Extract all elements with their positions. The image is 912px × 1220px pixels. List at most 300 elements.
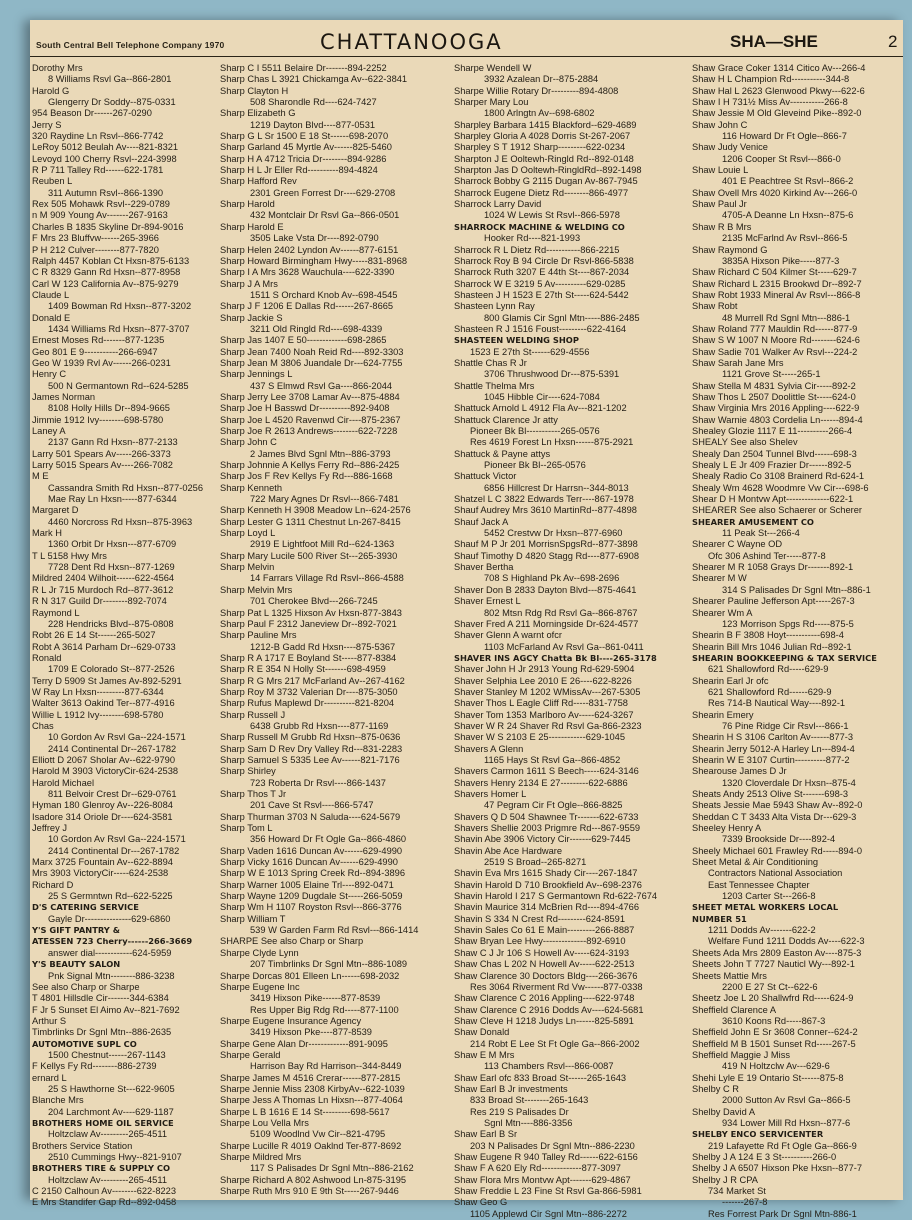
listing-entry: Pioneer Bk Bl--265-0576: [484, 460, 586, 471]
listing-entry: 6438 Grubb Rd Hxsn----877-1169: [250, 720, 389, 731]
listing-entry: 314 S Palisades Dr Sgnl Mtn--886-1: [722, 584, 871, 595]
listing-entry: Elliott D 2067 Sholar Av--622-9790: [32, 754, 175, 765]
page-header: [30, 32, 903, 57]
listing-entry: 3706 Thrushwood Dr---875-5391: [484, 369, 620, 380]
listing-entry: Sharp Jean 7400 Noah Reid Rd----892-3303: [220, 346, 404, 357]
listing-entry: Sharpe Gene Alan Dr-------------891-9095: [220, 1038, 388, 1049]
listing-entry: Sharp Vaden 1616 Duncan Av------629-4990: [220, 845, 403, 856]
listing-entry: Levoyd 100 Cherry Rsvl--224-3998: [32, 153, 177, 164]
listing-entry: Mildred 2404 Wilhoit------622-4564: [32, 573, 175, 584]
listing-entry: Jerry S: [32, 119, 62, 130]
listing-entry: Sheddan C T 3433 Alta Vista Dr---629-3: [692, 811, 857, 822]
listing-entry: Shavin Sales Co 61 E Main---------266-8887: [454, 925, 635, 936]
listing-entry: 47 Pegram Cir Ft Ogle--866-8825: [484, 800, 623, 811]
listing-entry: Sharp Joe R 2613 Andrews--------622-7228: [220, 426, 398, 436]
listing-entry: Shauf Jack A: [454, 516, 509, 527]
listing-entry: Shavin Harold D 710 Brookfield Av--698-2376: [454, 879, 642, 890]
listing-entry: East Tennessee Chapter: [708, 879, 810, 890]
listing-entry: 800 Glamis Cir Sgnl Mtn-----886-2485: [484, 312, 640, 323]
listing-entry: 2919 E Lightfoot Mill Rd--624-1363: [250, 539, 395, 550]
listing-entry: Shaw C J Jr 106 S Howell Av-----624-3193: [454, 947, 629, 958]
listing-entry: Shaw Freddie L 23 Fine St Rsvl Ga-866-5981: [454, 1186, 642, 1197]
listing-entry: Shavin S 334 N Crest Rd---------624-8591: [454, 913, 626, 924]
listing-entry: SHEALY See also Shelev: [692, 437, 798, 448]
listing-entry: Sharp William T: [220, 913, 286, 924]
listing-entry: Res 3064 Riverment Rd Vw------877-0338: [470, 981, 643, 992]
listing-entry: Sharpe Lucille R 4019 Oaklnd Ter-877-8692: [220, 1140, 402, 1151]
listing-entry: 7339 Brookside Dr----892-4: [722, 834, 836, 845]
listing-entry: R N 317 Guild Dr--------892-7074: [32, 596, 167, 607]
listing-entry: Shelby J A 6507 Hixson Pke Hxsn--877-7: [692, 1163, 863, 1174]
listing-entry: 1800 Arlngtn Av--698-6802: [484, 108, 595, 119]
listing-entry: 2301 Green Forrest Dr----629-2708: [250, 187, 396, 198]
listing-entry: n M 909 Young Av-------267-9163: [32, 210, 168, 221]
listing-entry: 25 S Hawthorne St---622-9605: [48, 1083, 175, 1094]
listing-entry: Sharp Vicky 1616 Duncan Av------629-4990: [220, 857, 398, 868]
listing-entry: Shavers Homer L: [454, 789, 527, 799]
listing-entry: Shaw Clarence C 2016 Appling----622-9748: [454, 993, 635, 1004]
listing-entry: BROTHERS HOME OIL SERVICE: [32, 1117, 174, 1128]
listing-entry: Sharp Kenneth H 3908 Meadow Ln--624-2576: [220, 505, 411, 516]
listing-entry: Shearin Bill Mrs 1046 Julian Rd--892-1: [692, 641, 852, 652]
listing-entry: Sharp Clayton H: [220, 85, 289, 96]
listing-entry: T 4801 Hillsdle Cir-------344-6384: [32, 993, 169, 1004]
listing-entry: Sharp Jennings L: [220, 369, 293, 380]
listing-entry: Sharp Wm H 1107 Royston Rsvl---866-3776: [220, 902, 402, 913]
listing-entry: 5452 Crestvw Dr Hxsn--877-6960: [484, 528, 623, 539]
listing-entry: Charles B 1835 Skyline Dr-894-9016: [32, 221, 184, 232]
listing-column-4: [692, 63, 912, 1220]
listing-entry: Sharpe Gerald: [220, 1049, 281, 1060]
listing-entry: Hooker Rd----821-1993: [484, 233, 581, 244]
listing-entry: Isadore 314 Oriole Dr----624-3581: [32, 811, 173, 822]
listing-entry: 1360 Orbit Dr Hxsn---877-6709: [48, 539, 177, 550]
listing-entry: 201 Cave St Rsvl----866-5747: [250, 800, 374, 811]
listing-entry: Sharp R G Mrs 217 McFarland Av--267-4162: [220, 675, 405, 686]
listing-entry: 123 Morrison Spgs Rd-----875-5: [722, 618, 854, 629]
listing-entry: Shaver John H Jr 2913 Young Rd-629-5904: [454, 664, 635, 675]
listing-entry: 708 S Highland Pk Av--698-2696: [484, 573, 620, 584]
listing-entry: Shavin Eva Mrs 1615 Shady Cir----267-1847: [454, 868, 638, 879]
listing-entry: Sharpe James M 4516 Crerar------877-2815: [220, 1072, 401, 1083]
listing-entry: James Norman: [32, 391, 96, 402]
listing-entry: Res Upper Big Rdg Rd-----877-1100: [250, 1004, 399, 1015]
listing-entry: 954 Beason Dr------267-0290: [32, 108, 152, 119]
listing-entry: Sharp R A 1717 E Boyland St-----877-8384: [220, 652, 397, 663]
listing-entry: Shearer Pauline Jefferson Apt-----267-3: [692, 596, 855, 607]
listing-entry: Shealey Glozie 1117 E 11----------266-4: [692, 426, 853, 436]
listing-entry: Sharpley Gloria A 4028 Dorris St-267-2067: [454, 131, 631, 142]
listing-entry: 621 Shallowford Rd-----629-9: [708, 664, 829, 675]
listing-entry: Donald E: [32, 312, 71, 323]
listing-entry: Sheffield Clarence A: [692, 1004, 777, 1015]
listing-entry: Sharp Mary Lucile 500 River St---265-3930: [220, 550, 398, 561]
listing-entry: 1045 Hibble Cir----624-7084: [484, 391, 600, 402]
listing-entry: Res Forrest Park Dr Sgnl Mtn-886-1: [708, 1208, 857, 1219]
listing-entry: Sgnl Mtn----886-3356: [484, 1117, 573, 1128]
listing-entry: Sharrock Eugene Dietz Rd--------866-4977: [454, 187, 629, 198]
listing-entry: Sharpe Jess A Thomas Ln Hixsn---877-4064: [220, 1095, 403, 1106]
listing-entry: Shavin Maurice 314 McBrien Rd----894-4766: [454, 902, 639, 913]
listing-entry: SHEARIN BOOKKEEPING & TAX SERVICE: [692, 652, 877, 663]
listing-entry: Larry 501 Spears Av-----266-3373: [32, 448, 171, 459]
listing-entry: F Jr 5 Sunset El Aimo Av--821-7692: [32, 1004, 180, 1015]
listing-entry: Sharp Roy M 3732 Valerian Dr----875-3050: [220, 686, 398, 697]
listing-entry: Shaver Don B 2833 Dayton Blvd---875-4641: [454, 584, 637, 595]
listing-entry: Shaver Fred A 211 Morningside Dr-624-4577: [454, 618, 639, 629]
listing-entry: Shelby David A: [692, 1106, 756, 1117]
listing-entry: Shaw I H 731½ Miss Av-----------266-8: [692, 97, 848, 108]
listing-entry: answer dial------------624-5959: [48, 947, 172, 958]
listing-entry: Sheffield Maggie J Miss: [692, 1049, 791, 1060]
listing-entry: Shaw Bryan Lee Hwy--------------892-6910: [454, 936, 626, 947]
listing-entry: Sharp H A 4712 Tricia Dr--------894-9286: [220, 153, 387, 164]
listing-entry: Shaver Stanley M 1202 WMissAv---267-5305: [454, 686, 641, 697]
publisher-line: South Central Bell Telephone Company 1970: [36, 40, 225, 50]
listing-entry: Shaw Thos L 2507 Doolittle St-----624-0: [692, 391, 856, 402]
listing-entry: 2 James Blvd Sgnl Mtn--886-3793: [250, 448, 391, 459]
listing-entry: Sheffield John E Sr 3608 Conner--624-2: [692, 1027, 858, 1038]
listing-entry: 116 Howard Dr Ft Ogle--866-7: [722, 131, 847, 142]
listing-entry: Shaw Stella M 4831 Sylvia Cir-----892-2: [692, 380, 856, 391]
listing-entry: Sharp H L Jr Eller Rd----------894-4824: [220, 165, 378, 176]
listing-entry: Sheeley Henry A: [692, 823, 762, 834]
listing-entry: Mae Ray Ln Hxsn-----877-6344: [48, 494, 177, 505]
listing-entry: Sharp C I 5511 Belaire Dr-------894-2252: [220, 63, 387, 73]
listing-entry: Shaw Warnie 4803 Cordelia Ln------894-4: [692, 414, 863, 425]
listing-entry: Sharp Warner 1005 Elaine Trl----892-0471: [220, 879, 394, 890]
listing-entry: Shehi Lyle E 19 Ontario St------875-8: [692, 1072, 844, 1083]
listing-entry: Shaw Roland 777 Mauldin Rd------877-9: [692, 323, 858, 334]
listing-entry: 437 S Elmwd Rsvl Ga----866-2044: [250, 380, 393, 391]
listing-entry: 4705-A Deanne Ln Hxsn--875-6: [722, 210, 854, 221]
listing-column-1: [32, 63, 210, 1209]
listing-entry: Shavin Abe 3906 Victory Cir-------629-7445: [454, 834, 631, 845]
listing-entry: Shattuck Victor: [454, 471, 517, 482]
listing-entry: NUMBER 51: [692, 913, 747, 924]
listing-entry: 723 Roberta Dr Rsvl----866-1437: [250, 777, 386, 788]
listing-entry: 8108 Holly Hills Dr--894-9665: [48, 403, 170, 414]
listing-entry: Shasteen R J 1516 Foust---------622-4164: [454, 323, 627, 334]
listing-entry: Sharpe Mildred Mrs: [220, 1152, 302, 1162]
listing-entry: Sharp Howard Birmingham Hwy-----831-8968: [220, 255, 408, 266]
listing-entry: Sharp Samuel S 5335 Lee Av------821-7176: [220, 754, 400, 765]
listing-entry: 1219 Dayton Blvd----877-0531: [250, 119, 376, 130]
listing-entry: Blanche Mrs: [32, 1095, 84, 1106]
listing-entry: Shaw Chas L 202 N Howell Av-----622-2513: [454, 959, 635, 970]
listing-entry: Shaw Robt 1933 Mineral Av Rsvl---866-8: [692, 289, 861, 300]
listing-entry: Shaw Clarence 30 Doctors Bldg----266-3676: [454, 970, 638, 981]
listing-entry: Sharpley S T 1912 Sharp---------622-0234: [454, 142, 626, 153]
listing-entry: Shearin Earl Jr ofc: [692, 675, 769, 686]
listing-entry: Glengerry Dr Soddy--875-0331: [48, 97, 176, 108]
listing-entry: Sharp J A Mrs: [220, 278, 278, 289]
listing-entry: 214 Robt E Lee St Ft Ogle Ga--866-2002: [470, 1038, 640, 1049]
listing-entry: 2137 Gann Rd Hxsn--877-2133: [48, 437, 178, 448]
listing-entry: Shaver Bertha: [454, 562, 514, 573]
listing-entry: Shattle Thelma Mrs: [454, 380, 535, 391]
listing-entry: 3419 Hixson Pike------877-8539: [250, 993, 381, 1004]
listing-entry: Sharpe Eugene Insurance Agency: [220, 1015, 362, 1026]
listing-entry: Sharp Tom L: [220, 823, 273, 834]
listing-entry: Sharp I A Mrs 3628 Wauchula----622-3390: [220, 267, 395, 278]
listing-entry: See also Charp or Sharpe: [32, 981, 140, 992]
listing-entry: Gayle Dr---------------629-6860: [48, 913, 171, 924]
listing-entry: Sharrock Roy B 94 Circle Dr Rsvl-866-5838: [454, 255, 634, 266]
listing-entry: Shaw Sadie 701 Walker Av Rsvl---224-2: [692, 346, 858, 357]
listing-entry: Sharp Melvin: [220, 562, 275, 573]
listing-entry: 701 Cherokee Blvd---266-7245: [250, 596, 378, 607]
listing-entry: 811 Belvoir Crest Dr--629-0761: [48, 789, 177, 799]
listing-entry: Shaw Cleve H 1218 Judys Ln------825-5891: [454, 1015, 634, 1026]
listing-entry: 203 N Palisades Dr Sgnl Mtn--886-2230: [470, 1140, 635, 1151]
listing-entry: 621 Shallowford Rd------629-9: [708, 686, 832, 697]
listing-entry: 6856 Hillcrest Dr Harrsn--344-8013: [484, 482, 629, 493]
listing-entry: Jimmie 1912 Ivy--------698-5780: [32, 414, 164, 425]
listing-entry: Shavers Henry 2134 E 27---------622-6886: [454, 777, 628, 788]
listing-entry: 10 Gordon Av Rsvl Ga--224-1571: [48, 834, 186, 845]
listing-entry: Shearer M W: [692, 573, 747, 584]
listing-entry: ernard L: [32, 1072, 67, 1083]
listing-entry: Shearer M R 1058 Grays Dr-------892-1: [692, 562, 854, 573]
listing-entry: Shaw Paul Jr: [692, 199, 747, 210]
listing-entry: 3932 Azalean Dr--875-2884: [484, 74, 599, 85]
listing-entry: Sharpe Eugene Inc: [220, 981, 300, 992]
listing-entry: 3505 Lake Vsta Dr----892-0790: [250, 233, 379, 244]
listing-entry: 2414 Continental Dr---267-1782: [48, 845, 180, 856]
listing-entry: Shelby J A 124 E 3 St----------266-0: [692, 1152, 837, 1162]
listing-entry: Res 714-B Nautical Way----892-1: [708, 698, 846, 709]
listing-entry: Mrs 3903 VictoryCir-----624-2538: [32, 868, 169, 879]
listing-entry: Shealy Radio Co 3108 Brainerd Rd-624-1: [692, 471, 865, 482]
listing-entry: Sharp Paul F 2312 Janeview Dr--892-7021: [220, 618, 397, 629]
listing-entry: Sharp J F 1206 E Dallas Rd------267-8665: [220, 301, 394, 312]
listing-entry: Res 219 S Palisades Dr: [470, 1106, 569, 1117]
listing-entry: Shearin H S 3106 Carlton Av------877-3: [692, 732, 854, 743]
listing-entry: Shaw Richard L 2315 Brookwd Dr--892-7: [692, 278, 862, 289]
listing-entry: Sharper Mary Lou: [454, 97, 529, 108]
listing-entry: Ralph 4457 Koblan Ct Hxsn-875-6133: [32, 255, 190, 266]
listing-entry: Res 4619 Forest Ln Hxsn------875-2921: [470, 437, 634, 448]
listing-entry: Sharp Hafford Rev: [220, 176, 297, 187]
listing-entry: F Mrs 23 Bluffvw------265-3966: [32, 233, 159, 244]
listing-entry: Shaw Hal L 2623 Glenwood Pkwy---622-6: [692, 85, 865, 96]
listing-entry: Shearouse James D Jr: [692, 766, 787, 777]
listing-entry: SHARPE See also Charp or Sharp: [220, 936, 364, 947]
listing-entry: Shaw E M Mrs: [454, 1049, 515, 1060]
listing-entry: E Mrs Standifer Gap Rd--892-0458: [32, 1197, 177, 1208]
listing-entry: 419 N Holtzclw Av---629-6: [722, 1061, 830, 1072]
listing-entry: Sharp Pat L 1325 Hixson Av Hxsn-877-3843: [220, 607, 402, 618]
listing-entry: Sharpton J E Ooltewh-Ringld Rd--892-0148: [454, 153, 634, 164]
listing-entry: F Kellys Fy Rd--------886-2739: [32, 1061, 157, 1072]
listing-entry: 833 Broad St--------265-1643: [470, 1095, 589, 1106]
page-number: 2: [888, 32, 898, 51]
listing-entry: Sharp Garland 45 Myrtle Av------825-5460: [220, 142, 392, 153]
listing-entry: Sharp Russell J: [220, 709, 286, 720]
listing-entry: Shavers A Glenn: [454, 743, 524, 754]
listing-entry: SHEARER AMUSEMENT CO: [692, 516, 814, 527]
listing-entry: T L 5158 Hwy Mrs: [32, 550, 107, 561]
listing-entry: 1165 Hays St Rsvl Ga--866-4852: [484, 754, 621, 765]
listing-entry: Sheet Metal & Air Conditioning: [692, 857, 819, 868]
listing-entry: SHEARER See also Schaerer or Scherer: [692, 505, 862, 516]
listing-column-2: [220, 63, 452, 1197]
listing-entry: 4460 Norcross Rd Hxsn--875-3963: [48, 516, 193, 527]
listing-entry: Sharp Russell M Grubb Rd Hxsn--875-0636: [220, 732, 401, 743]
listing-entry: Sharp Jos F Rev Kellys Fy Rd---886-1668: [220, 471, 393, 482]
listing-entry: Shauf M P Jr 201 MorrisnSpgsRd--877-3898: [454, 539, 638, 550]
listing-entry: Sharrock R L Dietz Rd-----------866-2215: [454, 244, 620, 255]
listing-entry: Sharp Rufus Maplewd Dr----------821-8204: [220, 698, 395, 709]
listing-entry: 3419 Hixson Pke----877-8539: [250, 1027, 372, 1038]
listing-entry: SHAVER INS AGCY Chatta Bk Bl----265-3178: [454, 652, 657, 663]
listing-entry: P H 212 Culver--------877-7820: [32, 244, 159, 255]
listing-entry: M E: [32, 471, 49, 482]
listing-entry: Shaw H L Champion Rd-----------344-8: [692, 74, 850, 85]
listing-entry: Pioneer Bk Bl-----------265-0576: [470, 426, 600, 436]
listing-entry: Shaw Eugene R 940 Talley Rd------622-6156: [454, 1152, 638, 1162]
listing-entry: 2000 Sutton Av Rsvl Ga--866-5: [722, 1095, 851, 1106]
listing-entry: Y'S BEAUTY SALON: [32, 959, 121, 970]
city-title: CHATTANOOGA: [320, 30, 503, 54]
listing-entry: 117 S Palisades Dr Sgnl Mtn--886-2162: [250, 1163, 414, 1174]
listing-entry: Raymond L: [32, 607, 80, 618]
listing-entry: Shear D H Montvw Apt--------------622-1: [692, 494, 854, 505]
listing-entry: 1212-B Gadd Rd Hxsn----875-5367: [250, 641, 396, 652]
listing-entry: Shaw Earl B Sr: [454, 1129, 518, 1140]
listing-entry: Terry D 5909 St James Av-892-5291: [32, 675, 182, 686]
listing-entry: 539 W Garden Farm Rd Rsvl---866-1414: [250, 925, 419, 936]
listing-entry: Sharp Elizabeth G: [220, 108, 296, 119]
listing-entry: 219 Lafayette Rd Ft Ogle Ga--866-9: [708, 1140, 857, 1151]
listing-entry: Sheffield M B 1501 Sunset Rd-----267-5: [692, 1038, 856, 1049]
listing-entry: Y'S GIFT PANTRY &: [32, 925, 120, 936]
listing-entry: Shavers Q D 504 Shawnee Tr-------622-6733: [454, 811, 639, 822]
listing-entry: 734 Market St: [708, 1186, 766, 1197]
listing-entry: Shaw Ovell Mrs 4020 Kirkind Av---266-0: [692, 187, 858, 198]
listing-entry: 8 Williams Rsvl Ga--866-2801: [48, 74, 172, 85]
listing-entry: Sheetz Joe L 20 Shallwfrd Rd-----624-9: [692, 993, 854, 1004]
listing-entry: Carl W 123 California Av--875-9279: [32, 278, 179, 289]
listing-entry: 320 Raydine Ln Rsvl--866-7742: [32, 131, 164, 142]
listing-entry: Harold M 3903 VictoryCir-624-2538: [32, 766, 179, 777]
listing-entry: 802 Mtsn Rdg Rd Rsvl Ga--866-8767: [484, 607, 638, 618]
listing-entry: Sharp R E 354 N Holly St-------698-4959: [220, 664, 386, 675]
listing-entry: Arthur S: [32, 1015, 67, 1026]
listing-entry: C 2150 Calhoun Av--------622-8223: [32, 1186, 177, 1197]
listing-entry: 3211 Old Ringld Rd----698-4339: [250, 323, 383, 334]
listing-entry: Shasteen J H 1523 E 27th St-----624-5442: [454, 289, 629, 300]
listing-entry: 3610 Koons Rd-----867-3: [722, 1015, 826, 1026]
listing-entry: Pnk Signal Mtn--------886-3238: [48, 970, 175, 981]
listing-entry: 2414 Continental Dr--267-1782: [48, 743, 177, 754]
listing-entry: 7728 Dent Rd Hxsn--877-1269: [48, 562, 175, 573]
listing-entry: Sharpley Barbara 1415 Blackford--629-4689: [454, 119, 637, 130]
listing-entry: 1434 Williams Rd Hxsn--877-3707: [48, 323, 190, 334]
listing-entry: Shaw Jessie M Old Gleveind Pike--892-0: [692, 108, 862, 119]
listing-entry: Sharpe Ruth Mrs 910 E 9th St-----267-9446: [220, 1186, 399, 1197]
listing-entry: Shaw Louie L: [692, 165, 749, 176]
listing-entry: W Ray Ln Hxsn---------877-6344: [32, 686, 164, 697]
listing-column-3: [454, 63, 686, 1220]
listing-entry: Shaw Richard C 504 Kilmer St-----629-7: [692, 267, 857, 278]
listing-entry: Sharp Harold E: [220, 221, 284, 232]
listing-entry: Shaw Clarence C 2916 Dodds Av----624-5681: [454, 1004, 644, 1015]
listing-entry: R L Jr 715 Murdoch Rd--877-3612: [32, 584, 174, 595]
listing-entry: 2200 E 27 St Ct--622-6: [722, 981, 818, 992]
listing-entry: Sharpe Willie Rotary Dr---------894-4808: [454, 85, 619, 96]
listing-entry: Laney A: [32, 426, 66, 436]
listing-entry: Harrison Bay Rd Harrison--344-8449: [250, 1061, 402, 1072]
listing-entry: Shearin Jerry 5012-A Harley Ln---894-4: [692, 743, 855, 754]
listing-entry: Shaver W S 2103 E 25------------629-1045: [454, 732, 626, 743]
listing-entry: Robt A 3614 Parham Dr--629-0733: [32, 641, 176, 652]
listing-entry: SHEET METAL WORKERS LOCAL: [692, 902, 839, 913]
listing-entry: Sheets Ada Mrs 2809 Easton Av----875-3: [692, 947, 862, 958]
listing-entry: 1211 Dodds Av-------622-2: [708, 925, 816, 936]
listing-entry: Sharpe Lou Vella Mrs: [220, 1117, 309, 1128]
listing-entry: Shaw S W 1007 N Moore Rd--------624-6: [692, 335, 860, 346]
listing-entry: -------267-8: [722, 1197, 768, 1208]
listing-entry: Sharrock Ruth 3207 E 44th St----867-2034: [454, 267, 630, 278]
listing-entry: Shearer Wm A: [692, 607, 753, 618]
listing-entry: Claude L: [32, 289, 70, 300]
listing-entry: 11 Peak St---266-4: [722, 528, 800, 539]
listing-entry: LeRoy 5012 Beulah Av----821-8321: [32, 142, 179, 153]
listing-entry: Sharp Wayne 1209 Dugdale St-----266-5059: [220, 891, 403, 902]
listing-entry: Shaver Glenn A warnt ofcr: [454, 630, 563, 641]
listing-entry: Richard D: [32, 879, 74, 890]
listing-entry: Sharp Loyd L: [220, 528, 276, 539]
listing-entry: 401 E Peachtree St Rsvl--866-2: [722, 176, 854, 187]
listing-entry: Shaw Earl ofc 833 Broad St------265-1643: [454, 1072, 627, 1083]
listing-entry: Shaw Robt: [692, 301, 738, 312]
listing-entry: AUTOMOTIVE SUPL CO: [32, 1038, 137, 1049]
listing-entry: 1103 McFarland Av Rsvl Ga--861-0411: [484, 641, 644, 652]
listing-entry: Sharp Kenneth: [220, 482, 283, 493]
listing-entry: Sheely Michael 601 Frawley Rd-----894-0: [692, 845, 862, 856]
listing-entry: Shealy Wm 4628 Woodmre Vw Cir---698-6: [692, 482, 869, 493]
listing-entry: Shaw Judy Venice: [692, 142, 768, 153]
listing-entry: Shaw Donald: [454, 1027, 510, 1038]
listing-entry: Sharp W E 1013 Spring Creek Rd--894-3896: [220, 868, 406, 879]
listing-entry: Sharp John C: [220, 437, 277, 448]
listing-entry: 2135 McFarlnd Av Rsvl--866-5: [722, 233, 848, 244]
listing-entry: SHELBY ENCO SERVICENTER: [692, 1129, 824, 1140]
listing-entry: Sharp Lester G 1311 Chestnut Ln-267-8415: [220, 516, 401, 527]
listing-entry: 500 N Germantown Rd--624-5285: [48, 380, 189, 391]
listing-entry: Sheats Andy 2513 Olive St-------698-3: [692, 789, 849, 799]
listing-entry: Shasteen Lynn Ray: [454, 301, 535, 312]
listing-entry: Sharp Harold: [220, 199, 275, 210]
listing-entry: Shelby J R CPA: [692, 1174, 758, 1185]
listing-entry: Sharp Pauline Mrs: [220, 630, 297, 641]
listing-entry: 1500 Chestnut------267-1143: [48, 1049, 166, 1060]
listing-entry: 1709 E Colorado St--877-2526: [48, 664, 175, 675]
listing-entry: Shearin W E 3107 Curtin----------877-2: [692, 754, 850, 765]
name-range: SHA—SHE: [730, 32, 818, 51]
listing-entry: 204 Larchmont Av----629-1187: [48, 1106, 174, 1117]
listing-entry: Shaver Ernest L: [454, 596, 521, 607]
listing-entry: Sharp G L Sr 1500 E 18 St------698-2070: [220, 131, 389, 142]
listing-entry: Robt 26 E 14 St------265-5027: [32, 630, 156, 641]
listing-entry: Shattuck Arnold L 4912 Fla Av---821-1202: [454, 403, 627, 414]
listing-entry: Sharp Jean M 3806 Juandale Dr---624-7755: [220, 357, 403, 368]
listing-entry: Shaver Tom 1353 Marlboro Av-----624-3267: [454, 709, 634, 720]
listing-entry: Timbrlinks Dr Sgnl Mtn--886-2635: [32, 1027, 172, 1038]
listing-entry: R P 711 Talley Rd------622-1781: [32, 165, 164, 176]
